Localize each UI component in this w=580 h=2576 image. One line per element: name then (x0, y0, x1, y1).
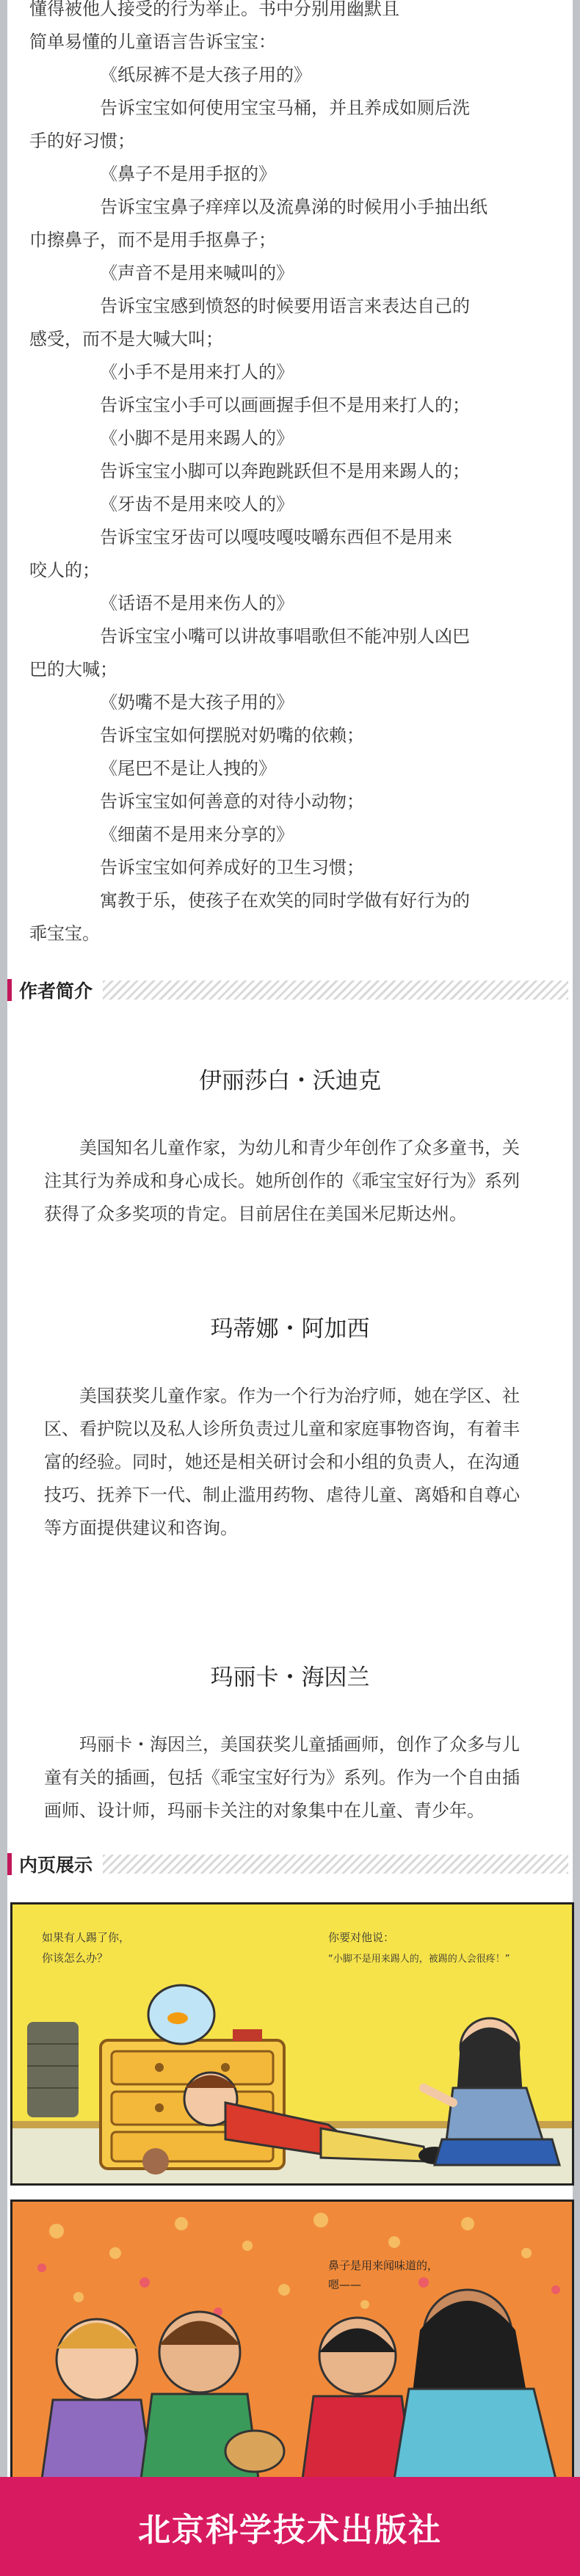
section-header-authors (7, 975, 573, 1005)
illustration-caption: 鼻子是用来闻味道的， (328, 2259, 439, 2272)
book-title-line: 《声音不是用来喊叫的》 (100, 263, 294, 283)
author-bio: 玛丽卡・海因兰，美国获奖儿童插画师，创作了众多与儿童有关的插画，包括《乖宝宝好行为》系列。作为一个自由插画师、设计师，玛丽卡关注的对象集中在儿童、青少年。 (44, 1734, 520, 1821)
section-title-pages: 内页展示 (19, 1855, 93, 1876)
intro-text-line: 简单易懂的儿童语言告诉宝宝： (29, 32, 276, 52)
book-title-line: 《尾巴不是让人拽的》 (100, 758, 276, 779)
book-title-line: 《牙齿不是用来咬人的》 (100, 494, 294, 514)
illustration-caption: 嗯—— (328, 2278, 362, 2291)
book-title-line: 《小手不是用来打人的》 (100, 362, 294, 382)
smelling-scene-illustration (12, 2202, 572, 2477)
section-stripes (103, 1855, 568, 1874)
author-block-3 (44, 1659, 536, 1827)
intro-text-line: 手的好习惯； (29, 131, 135, 151)
book-title-line: 《纸尿裤不是大孩子用的》 (100, 65, 311, 85)
illustration-caption: 你该怎么办？ (42, 1951, 109, 1965)
author-bio: 美国获奖儿童作家。作为一个行为治疗师，她在学区、社区、看护院以及私人诊所负责过儿童和家庭事物咨询，有着丰富的经验。同时，她还是相关研讨会和小组的负责人，在沟通技巧、抚养下一代、制止滥用药物、虐待儿童、离婚和自尊心等方面提供建议和咨询。 (44, 1386, 520, 1538)
illustration-caption: 你要对他说： (328, 1931, 395, 1944)
section-stripes (103, 980, 568, 1000)
intro-text-line: 寓教于乐，使孩子在欢笑的同时学做有好行为的 (100, 890, 470, 911)
intro-text-line: 告诉宝宝牙齿可以嘎吱嘎吱嚼东西但不是用来 (100, 527, 452, 547)
kicking-scene-illustration (12, 1904, 572, 2183)
intro-text-line: 告诉宝宝如何使用宝宝马桶，并且养成如厕后洗 (100, 98, 470, 118)
section-accent-bar (7, 1853, 12, 1875)
illustration-caption: 如果有人踢了你， (42, 1931, 131, 1944)
illustration-caption: “小脚不是用来踢人的，被踢的人会很疼！” (328, 1954, 510, 1965)
author-bio: 美国知名儿童作家，为幼儿和青少年创作了众多童书，关注其行为养成和身心成长。她所创作的《乖宝宝好行为》系列获得了众多奖项的肯定。目前居住在美国米尼斯达州。 (44, 1138, 520, 1224)
intro-text-line: 告诉宝宝感到愤怒的时候要用语言来表达自己的 (100, 296, 470, 316)
intro-text-line: 告诉宝宝小嘴可以讲故事唱歌但不能冲别人凶巴 (100, 626, 470, 647)
book-series-intro (0, 0, 580, 950)
book-title-line: 《奶嘴不是大孩子用的》 (100, 692, 294, 713)
book-title-line: 《小脚不是用来踢人的》 (100, 428, 294, 448)
section-title-authors: 作者简介 (19, 980, 93, 1002)
intro-text-line: 咬人的； (29, 560, 100, 581)
section-header-pages (7, 1849, 573, 1880)
book-title-line: 《细菌不是用来分享的》 (100, 824, 294, 845)
book-title-line: 《鼻子不是用手抠的》 (100, 164, 276, 184)
publisher-name: 北京科学技术出版社 (138, 2511, 442, 2549)
intro-text-line: 感受，而不是大喊大叫； (29, 329, 223, 349)
author-name: 玛蒂娜・阿加西 (210, 1316, 370, 1342)
book-title-line: 《话语不是用来伤人的》 (100, 593, 294, 614)
intro-text-line: 告诉宝宝如何摆脱对奶嘴的依赖； (100, 725, 364, 746)
intro-text-line: 巾擦鼻子，而不是用手抠鼻子； (29, 230, 276, 250)
section-accent-bar (7, 979, 12, 1001)
inner-page-illustration-2 (10, 2200, 574, 2477)
inner-page-illustration-1 (10, 1902, 574, 2186)
intro-text-line: 告诉宝宝小脚可以奔跑跳跃但不是用来踢人的； (100, 461, 470, 481)
author-name: 伊丽莎白・沃迪克 (199, 1068, 381, 1094)
author-block-2 (44, 1310, 536, 1545)
intro-text-line: 告诉宝宝小手可以画画握手但不是用来打人的； (100, 395, 470, 415)
intro-text-line: 告诉宝宝如何善意的对待小动物； (100, 791, 364, 812)
intro-text-line: 乖宝宝。 (29, 923, 100, 944)
author-block-1 (44, 1062, 536, 1231)
intro-text-line: 懂得被他人接受的行为举止。书中分别用幽默且 (29, 0, 399, 19)
publisher-footer (0, 2477, 580, 2576)
intro-text-line: 告诉宝宝如何养成好的卫生习惯； (100, 857, 364, 878)
author-name: 玛丽卡・海因兰 (210, 1664, 370, 1691)
intro-text-line: 告诉宝宝鼻子痒痒以及流鼻涕的时候用小手抽出纸 (100, 197, 487, 217)
intro-text-line: 巴的大喊； (29, 659, 117, 680)
